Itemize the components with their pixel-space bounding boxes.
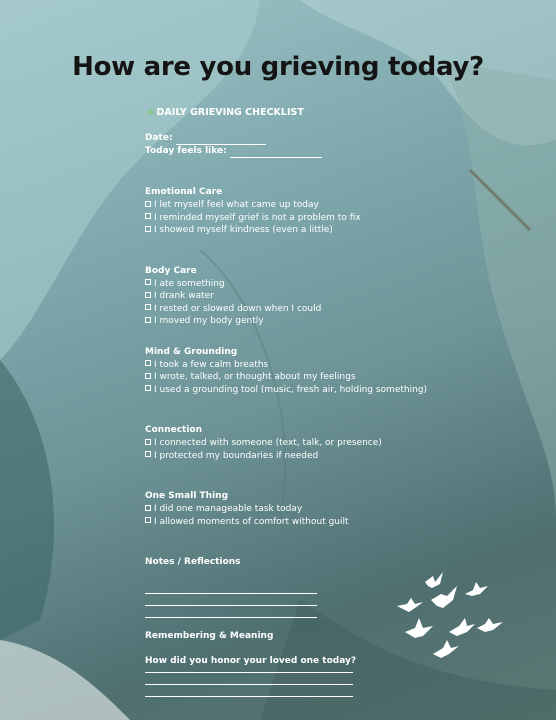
dove-icon <box>425 572 443 588</box>
checklist-item[interactable]: I let myself feel what came up today <box>145 199 465 212</box>
checkbox-icon[interactable] <box>145 304 151 310</box>
checkbox-icon[interactable] <box>145 201 151 207</box>
section-heading-mind: Mind & Grounding <box>145 346 238 357</box>
answer-line[interactable] <box>145 685 353 697</box>
checklist-item[interactable]: I reminded myself grief is not a problem to fix <box>145 212 465 225</box>
checkbox-icon[interactable] <box>145 373 151 379</box>
remembering-heading: Remembering & Meaning <box>145 631 274 641</box>
checkbox-icon[interactable] <box>145 517 151 523</box>
sprout-icon: ❀ <box>147 108 155 118</box>
checklist-item[interactable]: I used a grounding tool (music, fresh air, holding something) <box>145 384 465 397</box>
feels-blank[interactable] <box>230 157 322 158</box>
feels-label: Today feels like: <box>145 146 227 156</box>
checkbox-icon[interactable] <box>145 317 151 323</box>
notes-heading: Notes / Reflections <box>145 557 241 567</box>
notes-line[interactable] <box>145 582 317 594</box>
date-label: Date: <box>145 133 173 143</box>
checkbox-icon[interactable] <box>145 226 151 232</box>
checkbox-icon[interactable] <box>145 385 151 391</box>
dove-icon <box>431 586 457 608</box>
dove-icon <box>465 582 488 596</box>
notes-line[interactable] <box>145 606 317 618</box>
section-heading-emotional: Emotional Care <box>145 187 223 197</box>
checklist-item[interactable]: I moved my body gently <box>145 315 465 328</box>
dove-icon <box>405 618 433 638</box>
checklist-title: ❀ DAILY GRIEVING CHECKLIST <box>147 107 304 118</box>
checklist-item[interactable]: I protected my boundaries if needed <box>145 450 465 463</box>
dove-icon <box>477 618 503 632</box>
checklist-item[interactable]: I showed myself kindness (even a little) <box>145 224 465 237</box>
section-heading-small-thing: One Small Thing <box>145 491 229 501</box>
checkbox-icon[interactable] <box>145 213 151 219</box>
checkbox-icon[interactable] <box>145 360 151 366</box>
section-heading-connection: Connection <box>145 425 203 435</box>
flying-doves-icon <box>395 570 505 665</box>
checklist-item[interactable]: I allowed moments of comfort without guilt <box>145 516 465 529</box>
notes-line[interactable] <box>145 594 317 606</box>
checklist-item[interactable]: I ate something <box>145 278 465 291</box>
checklist-item[interactable]: I rested or slowed down when I could <box>145 303 465 316</box>
feels-field[interactable] <box>145 145 465 158</box>
dove-icon <box>397 598 423 612</box>
page-title: How are you grieving today? <box>72 52 484 82</box>
checkbox-icon[interactable] <box>145 451 151 457</box>
answer-line[interactable] <box>145 673 353 685</box>
checklist-item[interactable]: I drank water <box>145 290 465 303</box>
date-field[interactable] <box>145 132 465 145</box>
checklist-item[interactable]: I did one manageable task today <box>145 503 465 516</box>
checkbox-icon[interactable] <box>145 292 151 298</box>
checklist-item[interactable]: I wrote, talked, or thought about my feelings <box>145 371 465 384</box>
checklist-item[interactable]: I connected with someone (text, talk, or presence) <box>145 437 465 450</box>
section-heading-body: Body Care <box>145 265 197 276</box>
checklist-item[interactable]: I took a few calm breaths <box>145 359 465 372</box>
checkbox-icon[interactable] <box>145 439 151 445</box>
dove-icon <box>449 618 475 636</box>
dove-icon <box>433 640 459 658</box>
remembering-question: How did you honor your loved one today? <box>145 656 357 666</box>
checkbox-icon[interactable] <box>145 505 151 511</box>
checkbox-icon[interactable] <box>145 279 151 285</box>
